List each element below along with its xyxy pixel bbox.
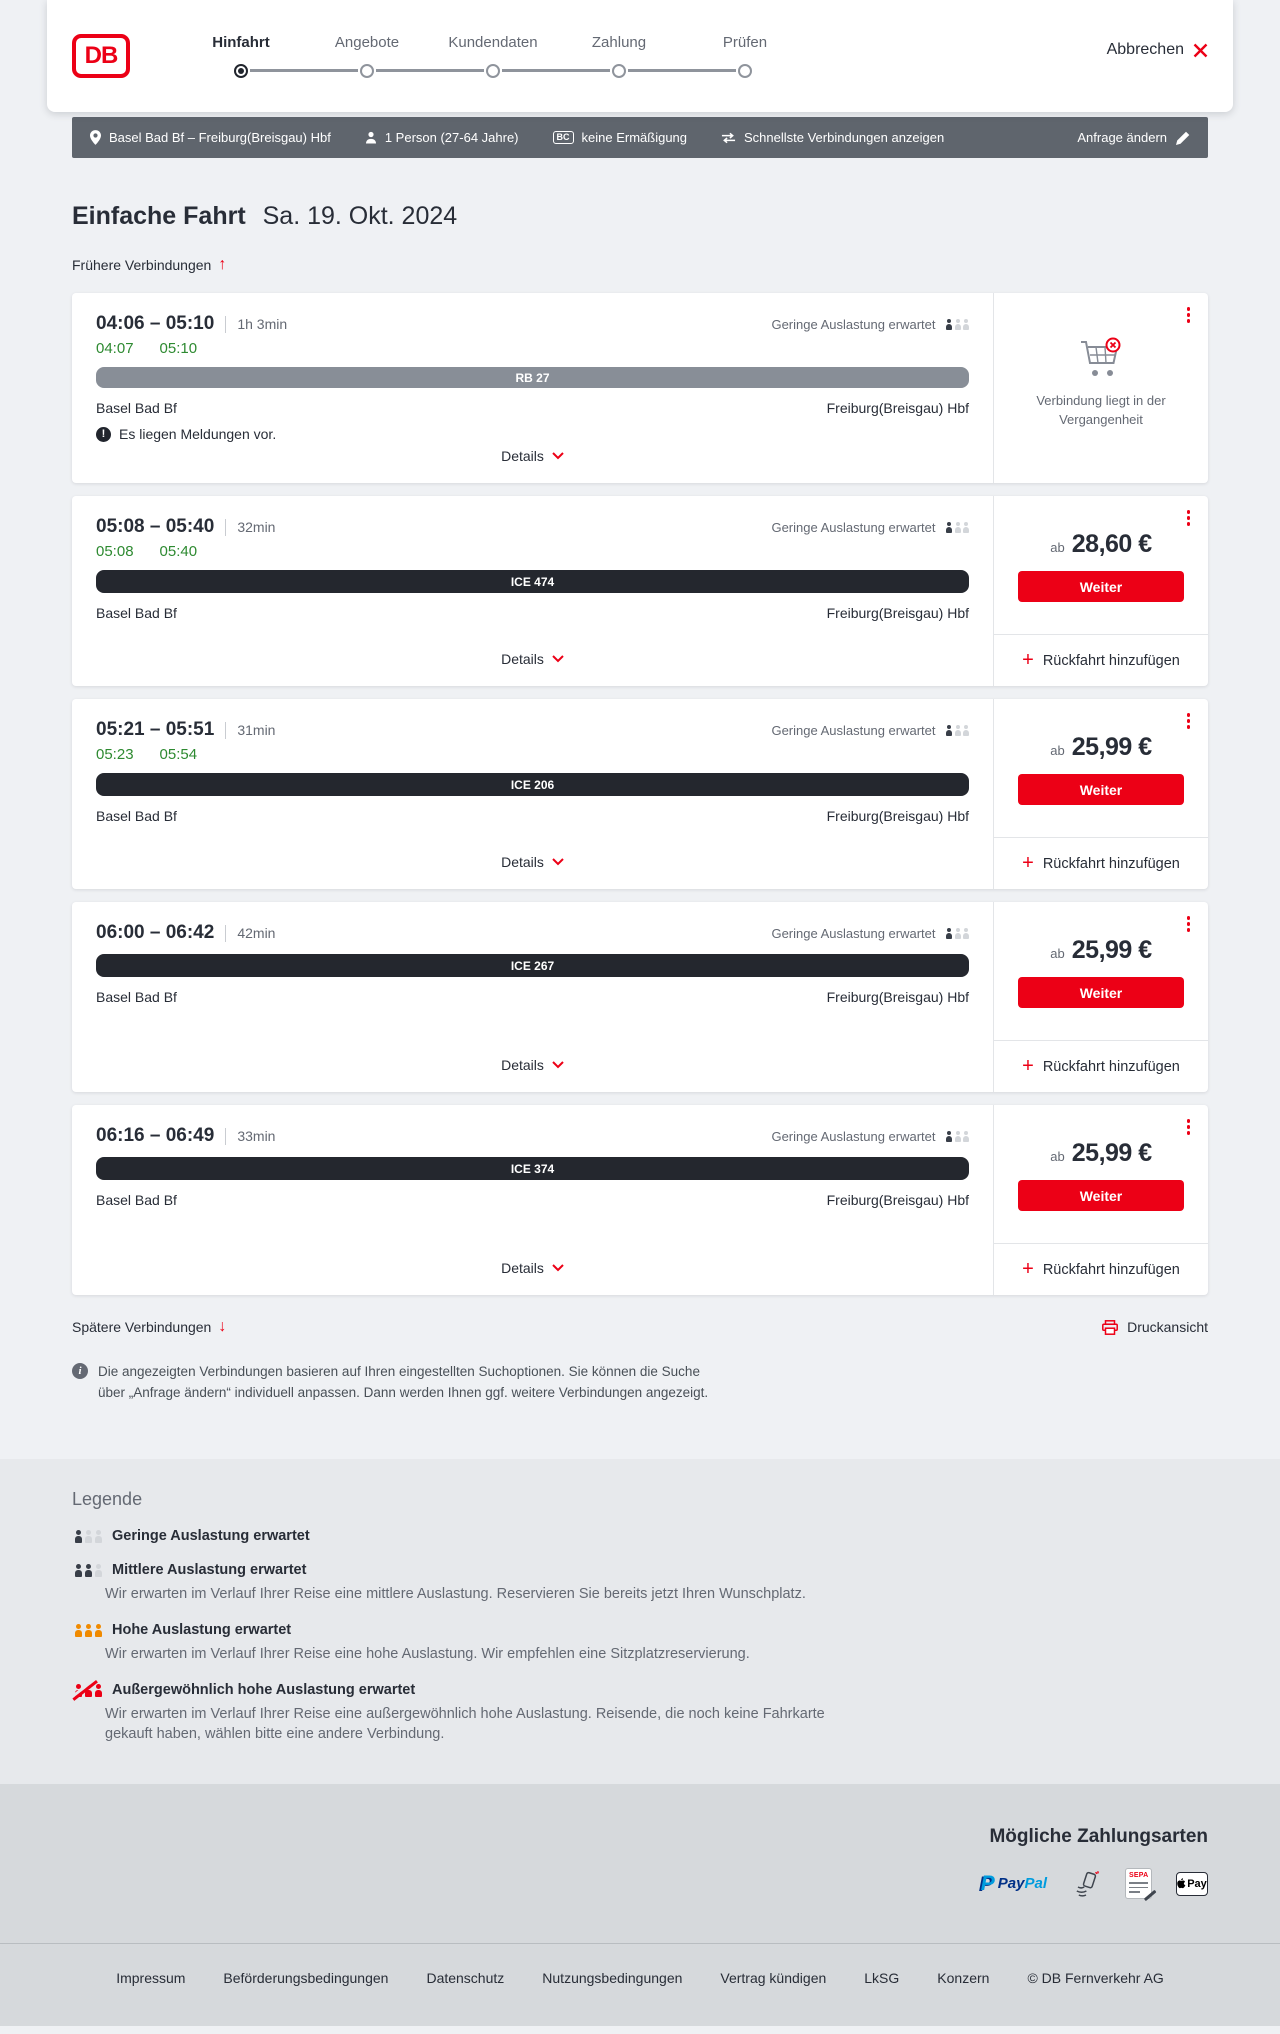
occupancy-label: Geringe Auslastung erwartet [771,519,936,535]
connection-times: 05:08 – 05:40 [96,516,215,537]
edit-request-button[interactable] [1077,130,1190,145]
step-label: Zahlung [591,34,647,51]
departure-station: Basel Bad Bf [96,1192,177,1208]
connection-card-5 [72,1105,1208,1295]
sepa-lastschrift-icon: SEPA [1125,1868,1152,1899]
later-connections-label: Spätere Verbindungen [72,1319,212,1335]
realtime-arrival: 05:54 [159,746,198,763]
footer-link-vertrag-kuendigen[interactable]: Vertrag kündigen [720,1970,827,1986]
details-button[interactable]: Details [497,645,568,673]
notice-row [96,426,969,442]
connection-card-4 [72,902,1208,1092]
departure-station: Basel Bad Bf [96,808,177,824]
legend-item-high: Hohe Auslastung erwartet Wir erwarten im Verlauf Ihrer Reise eine hohe Auslastung. Wir empfehlen eine Sitzplatzreservierung. [72,1622,1208,1664]
fastest-connections-label: Schnellste Verbindungen anzeigen [744,130,945,145]
price-value: 28,60 € [1071,530,1152,558]
details-button[interactable]: Details [497,442,568,470]
step-label: Hinfahrt [212,34,270,51]
train-label: ICE 267 [510,958,555,973]
realtime-arrival: 05:10 [159,340,198,357]
legend-item-very-high: Außergewöhnlich hohe Auslastung erwartet Wir erwarten im Verlauf Ihrer Reise eine außergewöhnlich hohe Auslastung. Reisende, die noch keine Fahrkarte gekauft haben, wählen bitte eine andere Verbindung. [72,1682,1208,1744]
divider [225,925,226,942]
journey-discount [553,130,688,145]
notice-text: Es liegen Meldungen vor. [119,426,277,442]
weiter-button[interactable]: Weiter [1018,571,1184,602]
journey-summary-bar [72,117,1208,158]
chevron-down-icon [552,858,564,866]
arrival-station: Freiburg(Breisgau) Hbf [826,400,969,416]
legend-description: Wir erwarten im Verlauf Ihrer Reise eine mittlere Auslastung. Reservieren Sie bereits jetzt Ihren Wunschplatz. [105,1586,806,1602]
print-view-label: Druckansicht [1127,1319,1208,1335]
occupancy-label: Geringe Auslastung erwartet [771,722,936,738]
later-connections-link[interactable] [72,1319,226,1335]
realtime-arrival: 05:40 [159,543,198,560]
connection-card-2 [72,496,1208,686]
cancel-label: Abbrechen [1106,41,1184,58]
occupancy-low-icon [944,725,970,736]
details-button[interactable]: Details [497,1254,568,1282]
footer-link-befoerderungsbedingungen[interactable]: Beförderungsbedingungen [223,1970,389,1986]
footer-link-konzern[interactable]: Konzern [937,1970,990,1986]
chevron-down-icon [552,1061,564,1069]
connection-card-3 [72,699,1208,889]
chevron-down-icon [552,655,564,663]
legend-description: Wir erwarten im Verlauf Ihrer Reise eine hohe Auslastung. Wir empfehlen eine Sitzplatzreservierung. [105,1646,750,1662]
payment-methods-heading: Mögliche Zahlungsarten [989,1826,1208,1847]
arrival-station: Freiburg(Breisgau) Hbf [826,808,969,824]
apple-pay-icon: Pay [1176,1872,1208,1896]
add-return-button[interactable]: + Rückfahrt hinzufügen [1022,648,1180,671]
person-icon [365,131,377,144]
occupancy-label: Geringe Auslastung erwartet [771,316,936,332]
overflow-menu-button[interactable] [1184,507,1194,529]
occupancy-label: Geringe Auslastung erwartet [771,1128,936,1144]
connection-list [72,293,1208,1295]
details-button[interactable]: Details [497,1051,568,1079]
divider [225,519,226,536]
price-block [994,733,1208,762]
trip-type: Einfache Fahrt [72,202,246,230]
step-label: Kundendaten [448,34,538,51]
realtime-departure: 04:07 [96,340,134,357]
apple-logo-icon [1177,1878,1186,1889]
step-marker-active [234,64,248,78]
db-logo [72,34,130,78]
edit-request-label: Anfrage ändern [1077,130,1167,145]
price-block [994,530,1208,559]
weiter-button[interactable]: Weiter [1018,774,1184,805]
legend-description: Wir erwarten im Verlauf Ihrer Reise eine außergewöhnlich hohe Auslastung. Reisende, die noch keine Fahrkarte gekauft haben, wählen bitte eine andere Verbindung. [105,1706,825,1742]
chevron-down-icon [552,1264,564,1272]
occupancy-low-icon [944,319,970,330]
price-block [994,936,1208,965]
step-marker [360,64,374,78]
train-line-bar [96,954,969,977]
price-prefix: ab [1050,743,1065,758]
train-line-bar [96,367,969,388]
footer-link-datenschutz[interactable]: Datenschutz [426,1970,505,1986]
price-value: 25,99 € [1071,733,1152,761]
bottom-section [0,1784,1280,2026]
footer [0,1944,1280,2026]
realtime-row [96,340,969,357]
price-prefix: ab [1050,1149,1065,1164]
realtime-departure: 05:08 [96,543,134,560]
train-label: ICE 474 [510,574,555,589]
alert-icon: ! [96,427,111,442]
overflow-menu-button[interactable] [1184,710,1194,732]
plus-icon: + [1022,851,1034,874]
weiter-button[interactable]: Weiter [1018,1180,1184,1211]
add-return-button[interactable]: + Rückfahrt hinzufügen [1022,1054,1180,1077]
divider [225,1128,226,1145]
train-label: ICE 374 [510,1161,555,1176]
plus-icon: + [1022,648,1034,671]
departure-station: Basel Bad Bf [96,400,177,416]
journey-route-text: Basel Bad Bf – Freiburg(Breisgau) Hbf [109,130,331,145]
train-line-bar [96,773,969,796]
printer-icon [1102,1320,1118,1335]
realtime-row [96,746,969,763]
print-view-button[interactable] [1102,1319,1208,1335]
payment-methods-section [72,1784,1208,1943]
hand-payment-icon [1071,1869,1101,1899]
bahncard-icon: BC [553,131,574,144]
plus-icon: + [1022,1054,1034,1077]
legend-heading: Legende [72,1489,143,1509]
connection-times: 05:21 – 05:51 [96,719,215,740]
connection-times: 06:16 – 06:49 [96,1125,215,1146]
price-value: 25,99 € [1071,1139,1152,1167]
info-icon: i [72,1363,88,1379]
step-marker [738,64,752,78]
step-label: Prüfen [722,34,768,51]
occupancy-low-icon [944,522,970,533]
plus-icon: + [1022,1257,1034,1280]
arrow-up-icon: ↑ [218,256,227,273]
journey-route [90,130,331,145]
cart-unavailable-icon [1077,337,1125,381]
connection-duration: 32min [237,519,276,535]
paypal-icon: P PayPal [980,1871,1047,1895]
fastest-connections-toggle[interactable] [721,130,944,145]
cancel-button[interactable] [1107,38,1208,62]
add-return-button[interactable]: + Rückfahrt hinzufügen [1022,851,1180,874]
connection-duration: 31min [237,722,276,738]
occupancy-label: Geringe Auslastung erwartet [771,925,936,941]
connection-duration: 42min [237,925,276,941]
train-label: RB 27 [515,370,550,385]
step-hinfahrt [178,33,304,78]
legend-section [0,1459,1280,1784]
info-note-text: Die angezeigten Verbindungen basieren auf Ihren eingestellten Suchoptionen. Sie können die Suche über „Anfrage ändern“ individuell anpassen. Dann werden Ihnen ggf. weitere Verbindungen angezeigt. [98,1364,709,1400]
price-block [994,1139,1208,1168]
past-connection-text: Verbindung liegt in der Vergangenheit [1036,393,1166,427]
price-value: 25,99 € [1071,936,1152,964]
earlier-connections-link[interactable] [72,257,226,273]
departure-station: Basel Bad Bf [96,605,177,621]
footer-link-nutzungsbedingungen[interactable]: Nutzungsbedingungen [542,1970,683,1986]
departure-station: Basel Bad Bf [96,989,177,1005]
connection-card-1 [72,293,1208,483]
step-marker [612,64,626,78]
price-prefix: ab [1050,540,1065,555]
journey-passenger [365,130,519,145]
footer-copyright: © DB Fernverkehr AG [1027,1970,1164,1986]
overflow-menu-button[interactable] [1184,1116,1194,1138]
weiter-button[interactable]: Weiter [1018,977,1184,1008]
travel-date: Sa. 19. Okt. 2024 [262,202,458,230]
occupancy-high-icon [72,1624,102,1637]
chevron-down-icon [552,452,564,460]
train-label: ICE 206 [510,777,555,792]
past-connection-block [994,337,1208,429]
occupancy-low-icon [72,1530,102,1543]
footer-link-impressum[interactable]: Impressum [116,1970,186,1986]
occupancy-medium-icon [72,1564,102,1577]
divider [225,316,226,333]
db-logo-text: DB [84,42,118,69]
step-marker [486,64,500,78]
train-line-bar [96,1157,969,1180]
occupancy-very-high-icon [72,1684,102,1697]
location-pin-icon [90,130,101,145]
legend-item-medium: Mittlere Auslastung erwartet Wir erwarten im Verlauf Ihrer Reise eine mittlere Auslastung. Reservieren Sie bereits jetzt Ihren Wunschplatz. [72,1562,1208,1604]
realtime-row [96,543,969,560]
progress-stepper [178,33,808,78]
footer-link-lksg[interactable]: LkSG [864,1970,900,1986]
details-button[interactable]: Details [497,848,568,876]
earlier-connections-label: Frühere Verbindungen [72,257,212,273]
connection-times: 04:06 – 05:10 [96,313,215,334]
arrow-down-icon: ↓ [218,1318,227,1335]
occupancy-low-icon [944,928,970,939]
realtime-departure: 05:23 [96,746,134,763]
page-title [72,202,1208,231]
add-return-button[interactable]: + Rückfahrt hinzufügen [1022,1257,1180,1280]
overflow-menu-button[interactable] [1184,913,1194,935]
pencil-icon [1176,131,1190,145]
pencil-icon [1144,1889,1156,1900]
connection-duration: 1h 3min [237,316,288,332]
train-line-bar [96,570,969,593]
step-label: Angebote [334,34,400,51]
close-icon [1193,43,1208,58]
price-prefix: ab [1050,946,1065,961]
arrival-station: Freiburg(Breisgau) Hbf [826,605,969,621]
connection-times: 06:00 – 06:42 [96,922,215,943]
app-header [47,0,1233,112]
overflow-menu-button[interactable] [1184,304,1194,326]
swap-arrows-icon [721,132,736,144]
divider [225,722,226,739]
arrival-station: Freiburg(Breisgau) Hbf [826,1192,969,1208]
legend-item-low: Geringe Auslastung erwartet [72,1528,1208,1544]
info-note [72,1361,1208,1403]
occupancy-low-icon [944,1131,970,1142]
connection-duration: 33min [237,1128,276,1144]
arrival-station: Freiburg(Breisgau) Hbf [826,989,969,1005]
journey-passenger-text: 1 Person (27-64 Jahre) [384,130,519,145]
journey-discount-text: keine Ermäßigung [581,130,688,145]
